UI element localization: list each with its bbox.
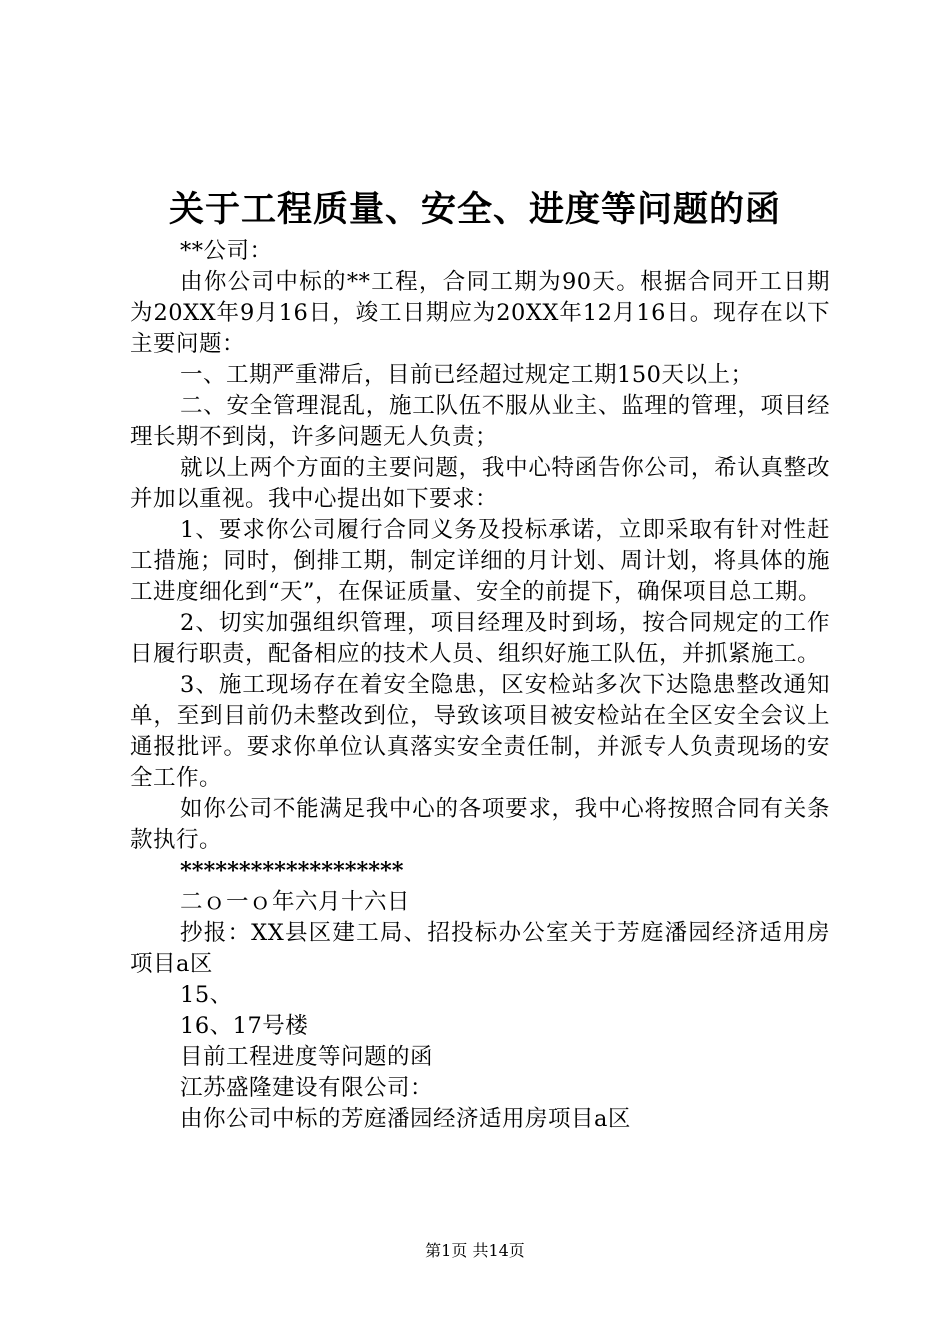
- paragraph-requirement-1: 1、要求你公司履行合同义务及投标承诺，立即采取有针对性赶工措施；同时，倒排工期，制定详细的月计划、周计划，将具体的施工进度细化到“天”，在保证质量、安全的前提下，确保项目总工期。: [130, 517, 830, 605]
- subtitle-line: 目前工程进度等问题的函: [180, 1044, 434, 1070]
- paragraph-contract-intro: 由你公司中标的**工程，合同工期为90天。根据合同开工日期为20XX年9月16日，竣工日期应为20XX年12月16日。现存在以下主要问题：: [130, 269, 830, 357]
- page-number-footer: 第1页 共14页: [425, 1241, 525, 1260]
- paragraph-closing: 如你公司不能满足我中心的各项要求，我中心将按照合同有关条款执行。: [130, 796, 830, 853]
- paragraph-requirement-3: 3、施工现场存在着安全隐患，区安检站多次下达隐患整改通知单，至到目前仍未整改到位，导致该项目被安检站在全区安全会议上通报批评。要求你单位认真落实安全责任制，并派专人负责现场的安全工作。: [130, 672, 830, 791]
- paragraph-issue-2: 二、安全管理混乱，施工队伍不服从业主、监理的管理，项目经理长期不到岗，许多问题无人负责；: [130, 393, 830, 450]
- paragraph-continuation: 由你公司中标的芳庭潘园经济适用房项目a区: [180, 1106, 631, 1132]
- document-body: [130, 236, 830, 1135]
- cc-line: 抄报：XX县区建工局、招投标办公室关于芳庭潘园经济适用房项目a区: [130, 920, 830, 977]
- paragraph-notice: 就以上两个方面的主要问题，我中心特函告你公司，希认真整改并加以重视。我中心提出如下要求：: [130, 455, 830, 512]
- building-number-line-2: 16、17号楼: [180, 1013, 309, 1039]
- date-line: 二ｏ一ｏ年六月十六日: [180, 889, 411, 915]
- addressee-line: 江苏盛隆建设有限公司：: [180, 1075, 434, 1101]
- building-number-line: 15、: [180, 982, 233, 1008]
- signature-placeholder: *******************: [180, 858, 404, 884]
- paragraph-requirement-2: 2、切实加强组织管理，项目经理及时到场，按合同规定的工作日履行职责，配备相应的技术人员、组织好施工队伍，并抓紧施工。: [130, 610, 830, 667]
- salutation: **公司：: [180, 238, 273, 264]
- paragraph-issue-1: 一、工期严重滞后，目前已经超过规定工期150天以上；: [180, 362, 754, 388]
- document-title: 关于工程质量、安全、进度等问题的函: [168, 189, 781, 230]
